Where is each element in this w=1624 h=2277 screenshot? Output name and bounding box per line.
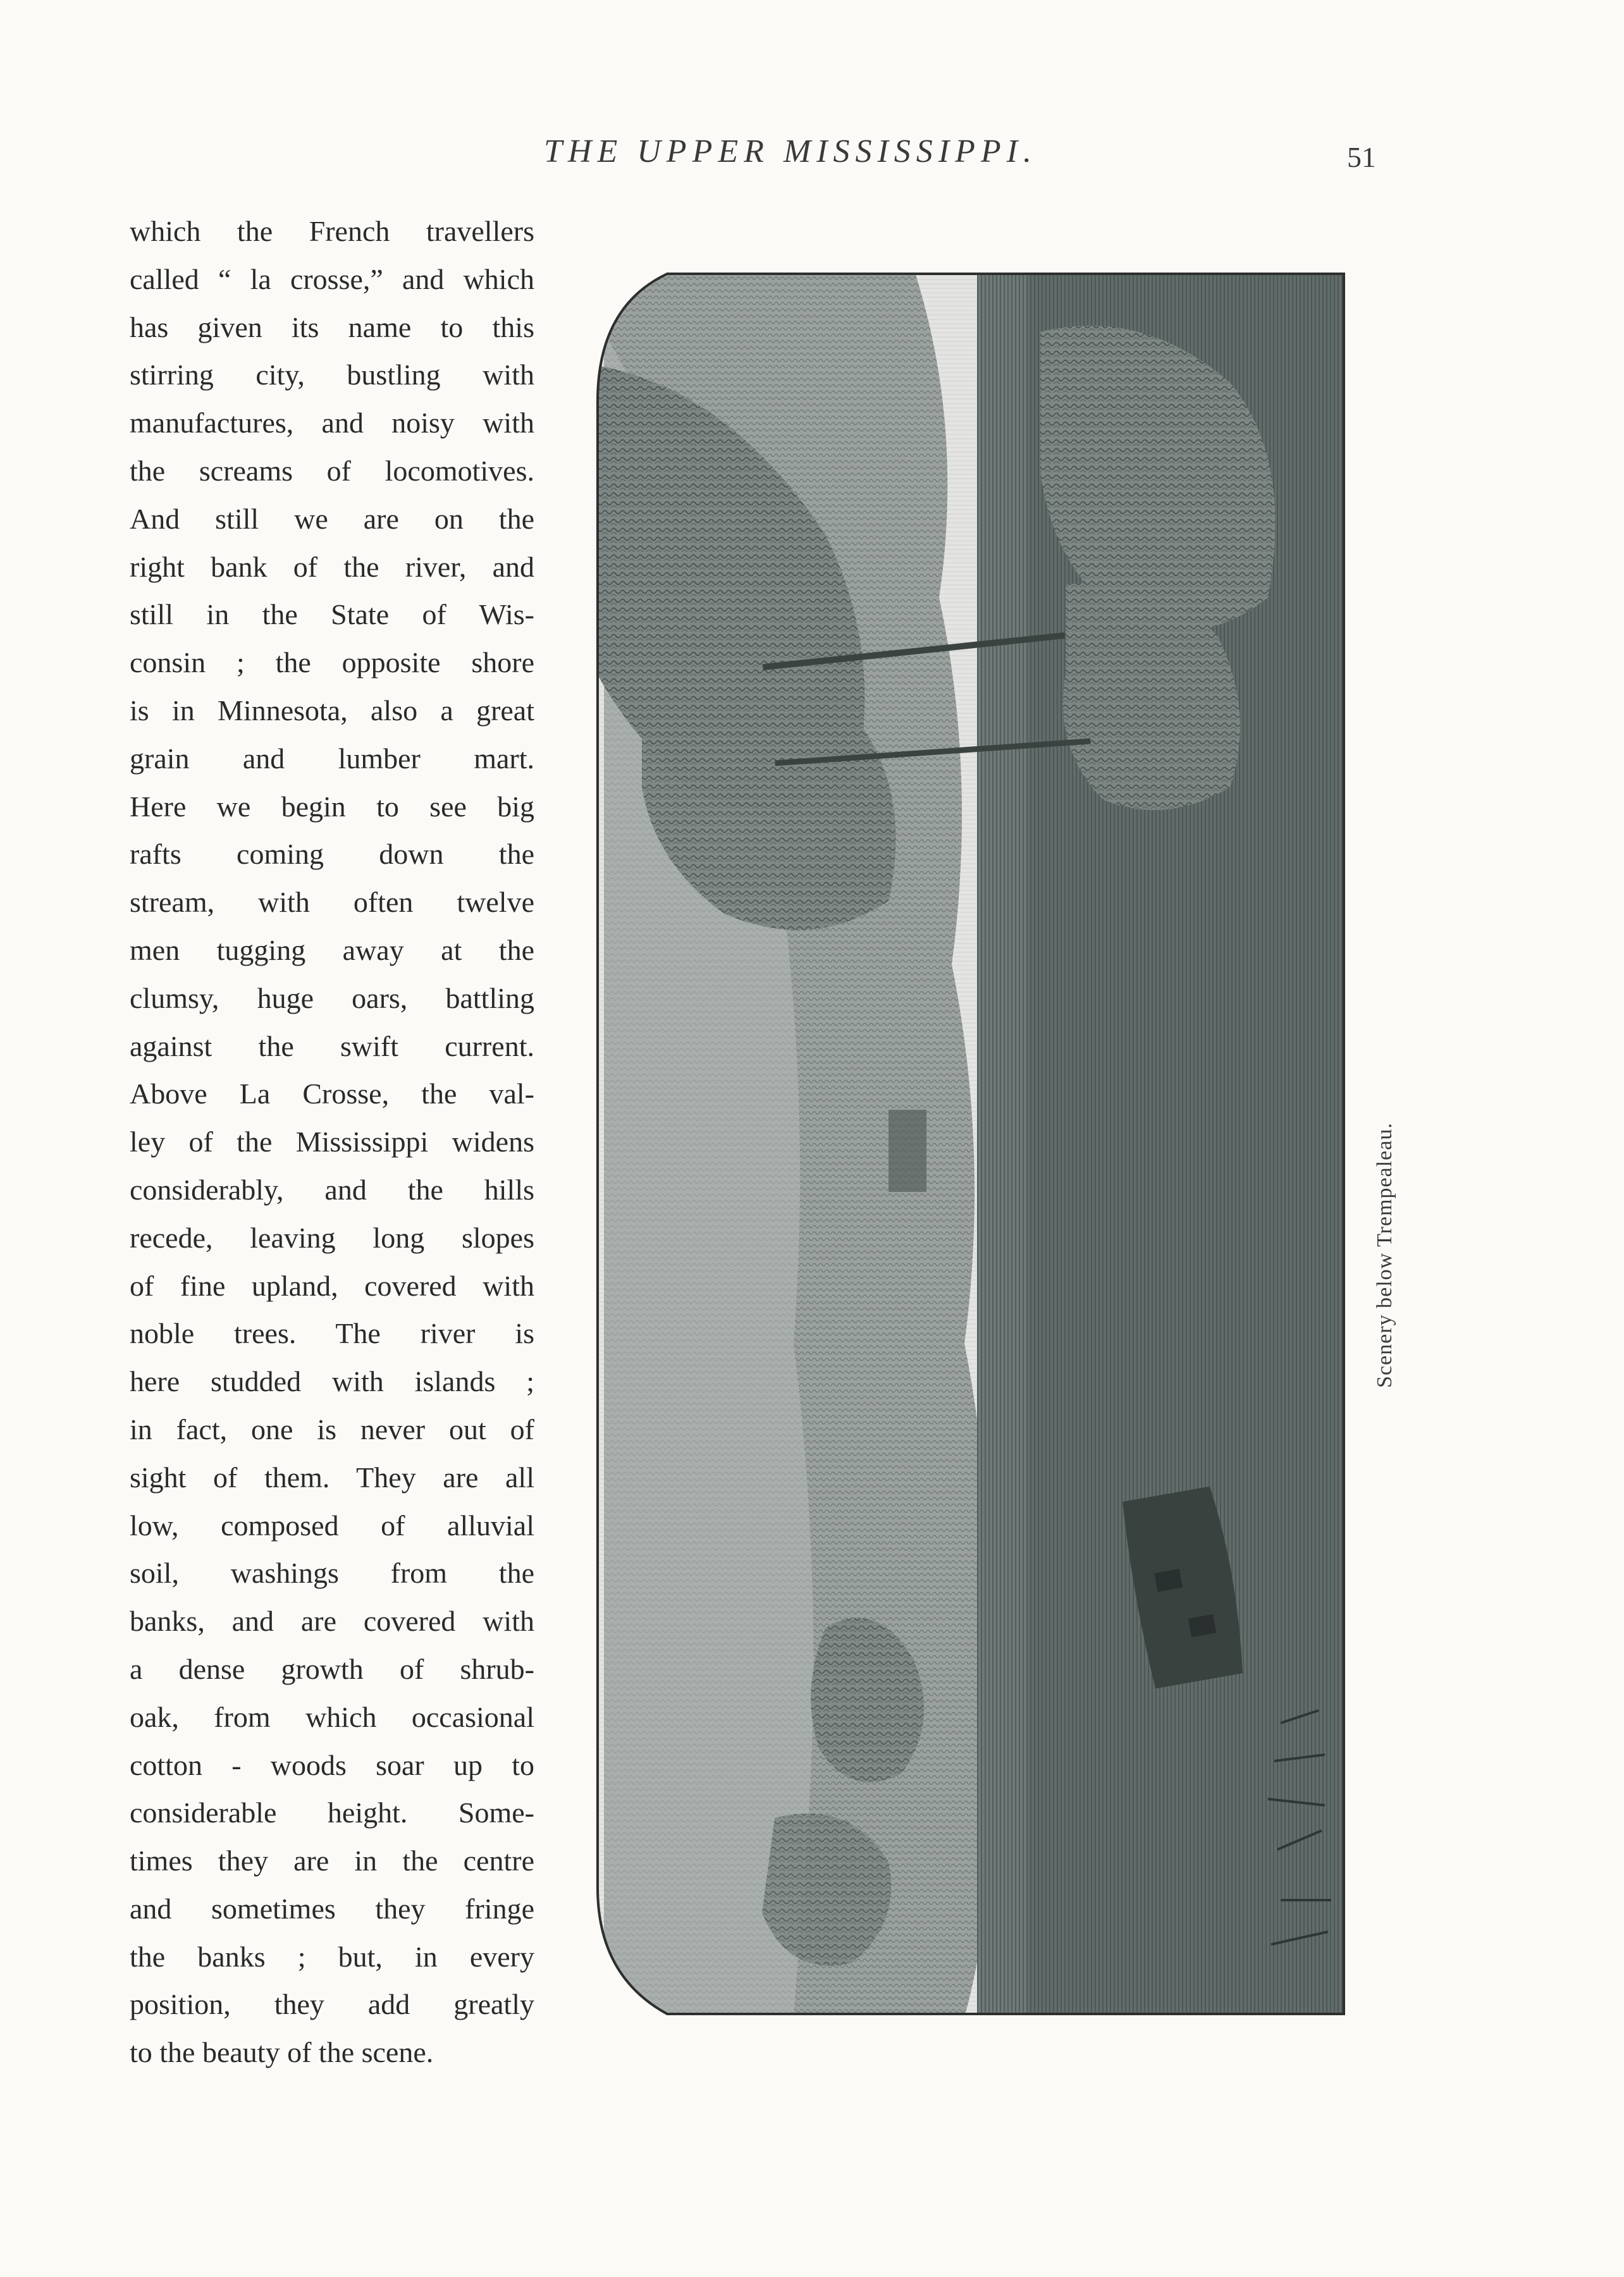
text-line: considerably, and the hills bbox=[130, 1173, 534, 1206]
text-line: manufactures, and noisy with bbox=[130, 407, 534, 439]
engraving-illustration bbox=[585, 269, 1347, 2017]
figure-caption: Scenery below Trempealeau. bbox=[1373, 1122, 1396, 1388]
text-line: against the swift current. bbox=[130, 1029, 534, 1062]
text-line: stirring city, bustling with bbox=[130, 359, 534, 391]
text-line: Above La Crosse, the val- bbox=[130, 1077, 534, 1110]
text-line: here studded with islands ; bbox=[130, 1365, 534, 1398]
text-line: to the beauty of the scene. bbox=[130, 2036, 434, 2069]
engraving-artwork bbox=[585, 269, 1347, 2017]
page-number: 51 bbox=[1347, 141, 1376, 173]
text-line: and sometimes they fringe bbox=[130, 1892, 534, 1925]
text-line: sight of them. They are all bbox=[130, 1461, 534, 1494]
text-line: clumsy, huge oars, battling bbox=[130, 981, 534, 1014]
text-line: cotton - woods soar up to bbox=[130, 1748, 534, 1781]
text-line: rafts coming down the bbox=[130, 838, 534, 871]
text-line: has given its name to this bbox=[130, 310, 534, 343]
text-line: ley of the Mississippi widens bbox=[130, 1126, 534, 1158]
text-line: grain and lumber mart. bbox=[130, 742, 534, 775]
text-line: men tugging away at the bbox=[130, 933, 534, 966]
text-line: in fact, one is never out of bbox=[130, 1413, 534, 1445]
text-line: And still we are on the bbox=[130, 502, 534, 535]
text-line: which the French travellers bbox=[130, 215, 534, 247]
text-line: considerable height. Some- bbox=[130, 1796, 534, 1829]
text-line: low, composed of alluvial bbox=[130, 1509, 534, 1542]
text-line: position, they add greatly bbox=[130, 1988, 534, 2021]
text-line: consin ; the opposite shore bbox=[130, 646, 534, 679]
text-line: Here we begin to see big bbox=[130, 790, 534, 823]
text-line: still in the State of Wis- bbox=[130, 598, 534, 631]
body-text-column bbox=[130, 207, 534, 2077]
text-line: a dense growth of shrub- bbox=[130, 1652, 534, 1685]
text-line: soil, washings from the bbox=[130, 1557, 534, 1590]
text-line: oak, from which occasional bbox=[130, 1700, 534, 1733]
text-line: recede, leaving long slopes bbox=[130, 1221, 534, 1254]
text-line: of fine upland, covered with bbox=[130, 1269, 534, 1302]
running-title: THE UPPER MISSISSIPPI. bbox=[544, 133, 1037, 169]
text-line: right bank of the river, and bbox=[130, 550, 534, 583]
text-line: called “ la crosse,” and which bbox=[130, 262, 534, 295]
text-line: the screams of locomotives. bbox=[130, 454, 534, 487]
text-line: the banks ; but, in every bbox=[130, 1940, 534, 1973]
text-line: noble trees. The river is bbox=[130, 1317, 534, 1350]
text-line: times they are in the centre bbox=[130, 1844, 534, 1877]
text-line: is in Minnesota, also a great bbox=[130, 694, 534, 727]
text-line: banks, and are covered with bbox=[130, 1605, 534, 1638]
text-line: stream, with often twelve bbox=[130, 886, 534, 919]
